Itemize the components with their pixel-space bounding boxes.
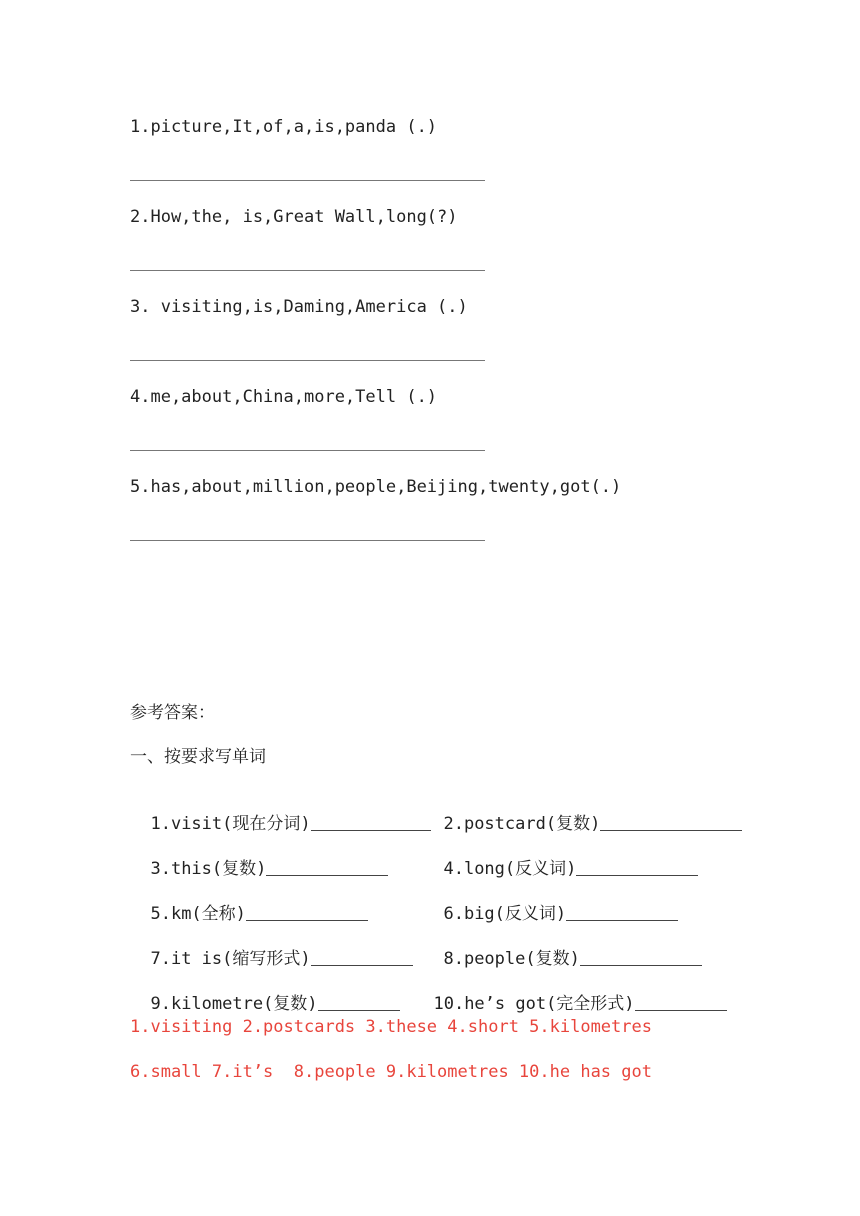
exercise-item-3: 3. visiting,is,Daming,America (.) [130,297,468,317]
word-task-row-4 [130,926,413,970]
answer-line-5[interactable] [130,540,485,541]
exercise-item-2: 2.How,the, is,Great Wall,long(?) [130,207,458,227]
word-task-3: 3.this(复数) [150,859,267,879]
word-task-4: 4.long(反义词) [443,859,577,879]
answer-line-2[interactable] [130,270,485,271]
word-task-row-1b [423,791,742,835]
word-blank-10[interactable] [635,1009,727,1011]
word-task-10: 10.he’s got(完全形式) [433,994,635,1014]
word-task-2: 2.postcard(复数) [443,814,601,834]
section-title: 一、按要求写单词 [130,747,266,767]
word-task-8: 8.people(复数) [443,949,580,969]
word-task-row-2 [130,836,388,880]
exercise-item-1: 1.picture,It,of,a,is,panda (.) [130,117,438,137]
word-task-5: 5.km(全称) [150,904,246,924]
exercise-item-5: 5.has,about,million,people,Beijing,twenty,got(.) [130,477,622,497]
word-blank-3[interactable] [266,874,388,876]
word-blank-7[interactable] [311,964,413,966]
word-blank-2[interactable] [600,829,742,831]
word-task-row-1 [130,791,431,835]
word-task-1: 1.visit(现在分词) [150,814,311,834]
word-task-7: 7.it is(缩写形式) [150,949,311,969]
word-task-row-5 [130,971,400,1015]
word-task-row-2b [423,836,698,880]
answers-heading: 参考答案： [130,703,215,723]
word-task-9: 9.kilometre(复数) [150,994,318,1014]
word-task-6: 6.big(反义词) [443,904,567,924]
word-task-row-4b [423,926,702,970]
answer-line-1[interactable] [130,180,485,181]
exercise-item-4: 4.me,about,China,more,Tell (.) [130,387,438,407]
word-blank-9[interactable] [318,1009,400,1011]
answer-key-line-1: 1.visiting 2.postcards 3.these 4.short 5.kilometres [130,1017,652,1037]
word-task-row-5b [413,971,727,1015]
word-blank-8[interactable] [580,964,702,966]
word-blank-4[interactable] [576,874,698,876]
word-task-row-3b [423,881,678,925]
word-task-row-3 [130,881,368,925]
word-blank-6[interactable] [566,919,678,921]
answer-line-4[interactable] [130,450,485,451]
answer-key-line-2: 6.small 7.it’s 8.people 9.kilometres 10.he has got [130,1062,652,1082]
answer-line-3[interactable] [130,360,485,361]
word-blank-5[interactable] [246,919,368,921]
word-blank-1[interactable] [311,829,431,831]
